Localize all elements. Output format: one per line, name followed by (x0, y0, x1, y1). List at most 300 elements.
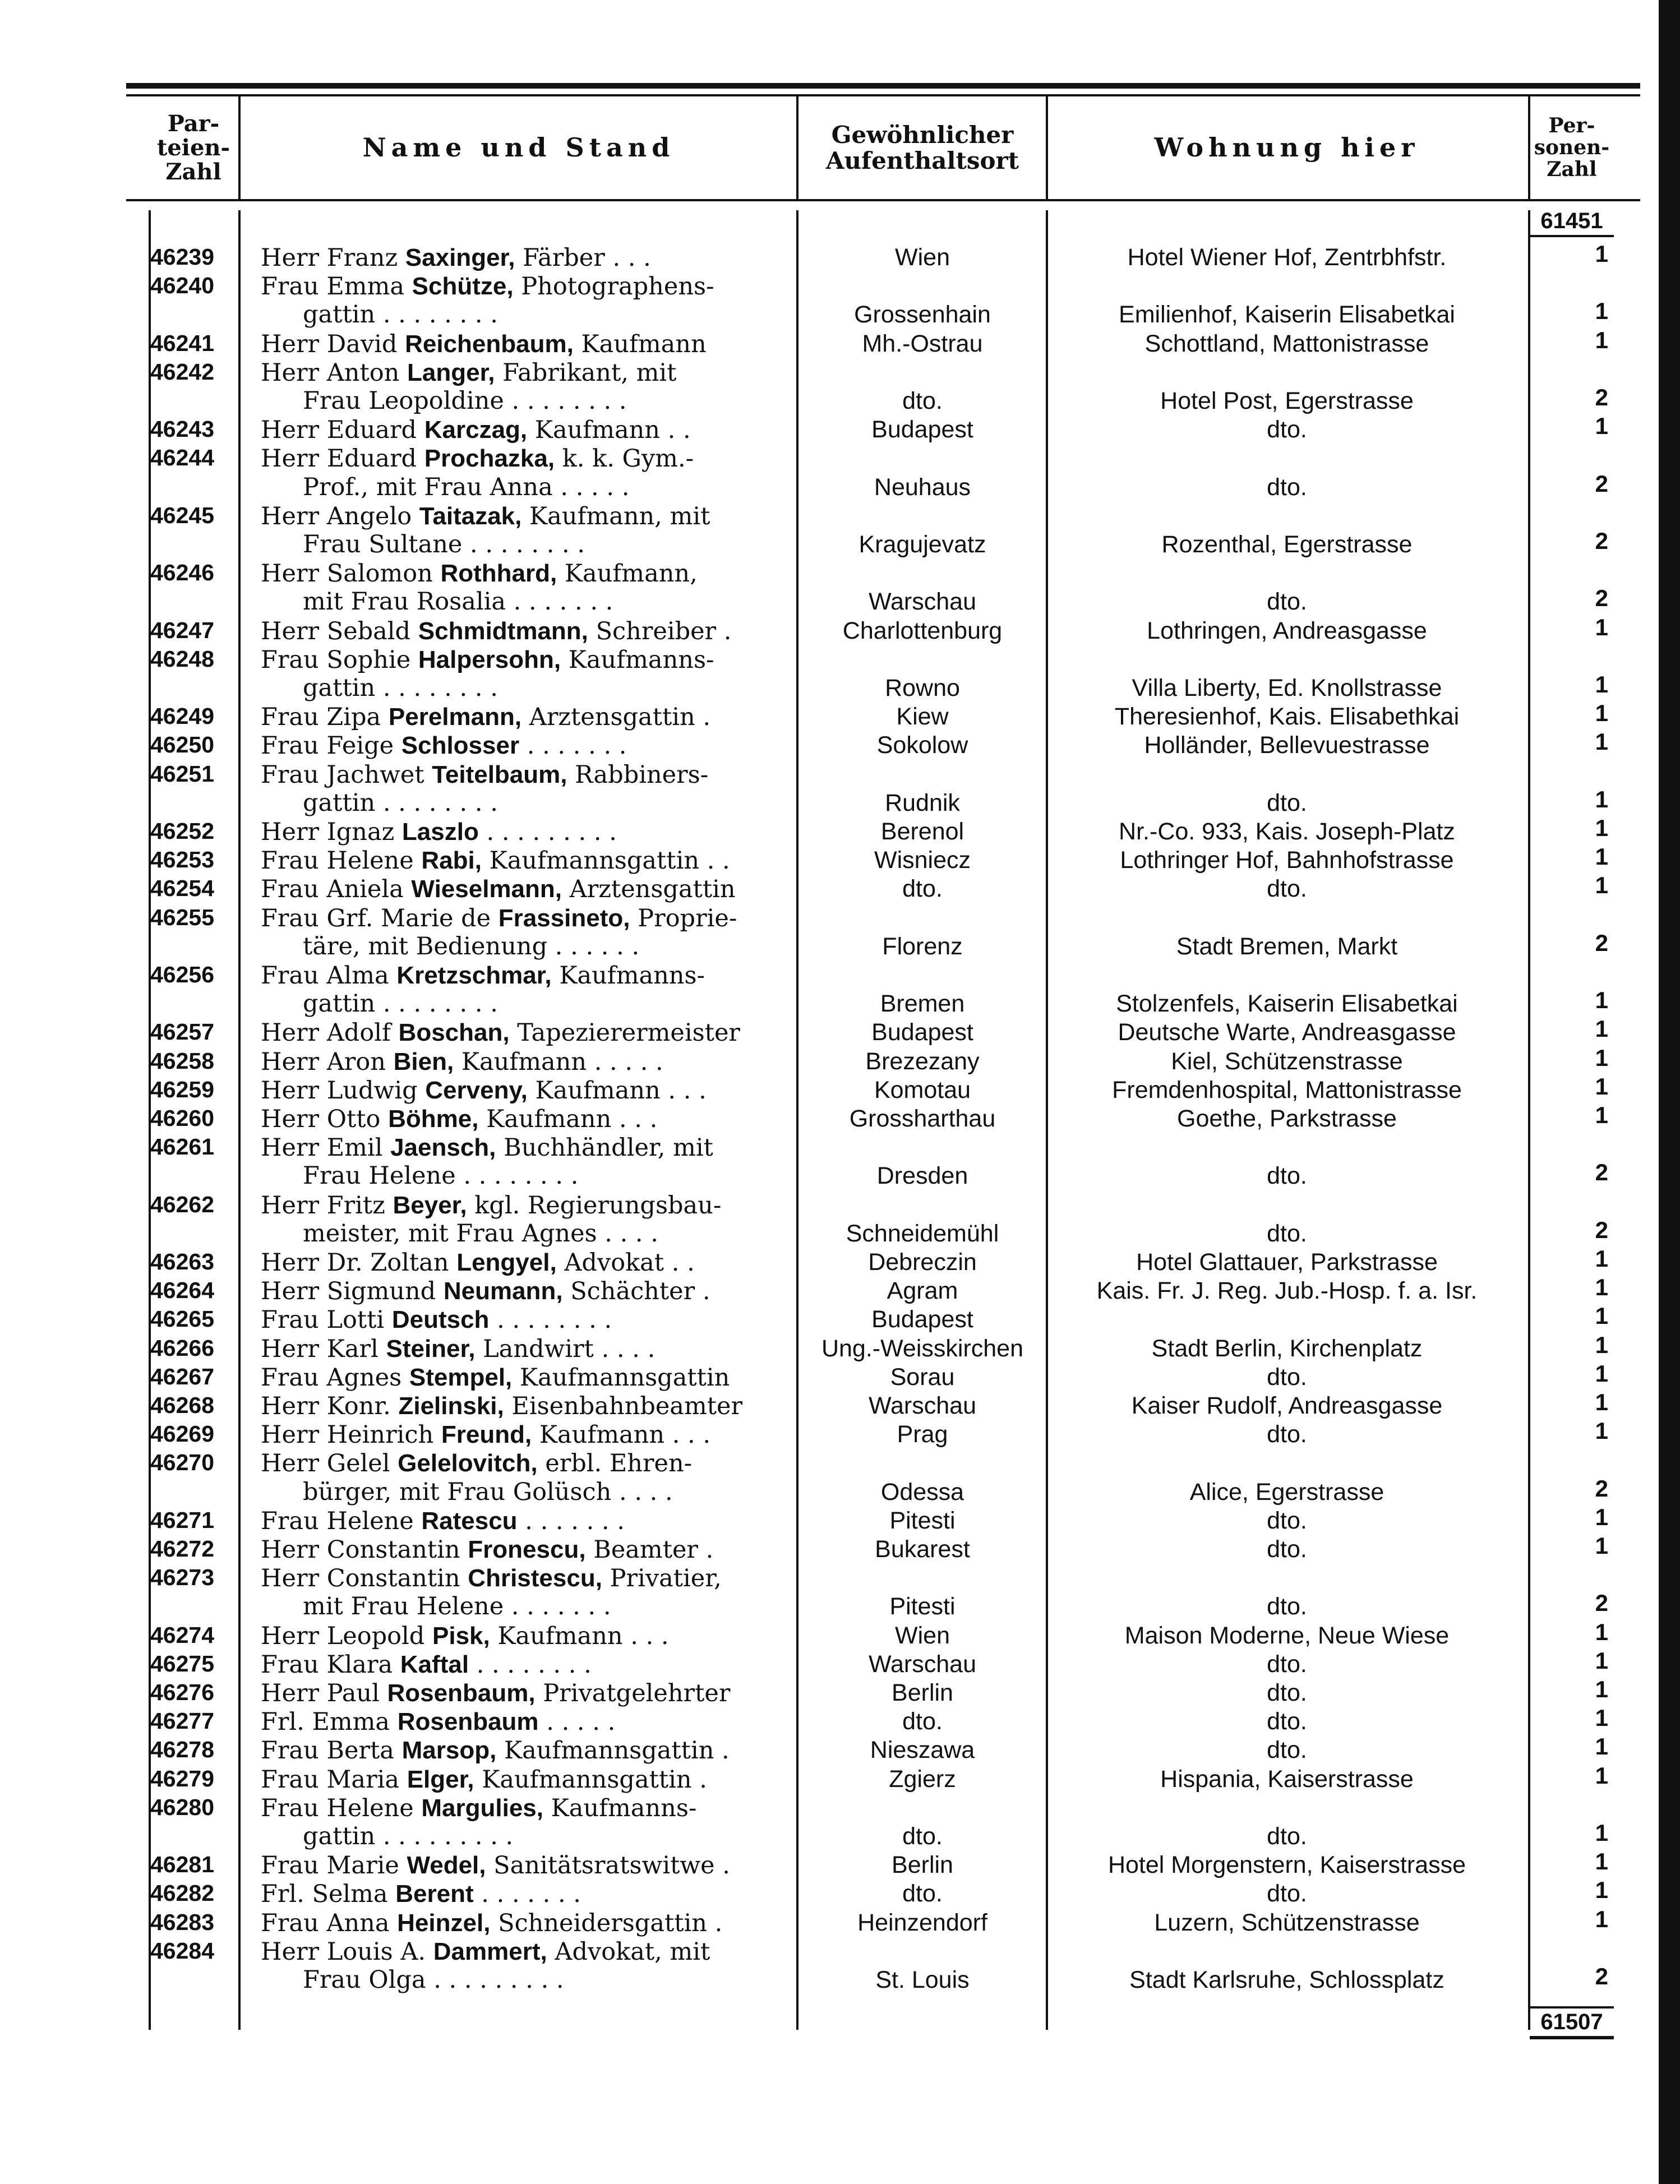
origin: Odessa (880, 1478, 964, 1506)
party-number: 46284 (150, 1937, 215, 1964)
name-title: Frau (261, 1851, 319, 1880)
name-title: Herr (261, 1105, 320, 1133)
first-name: Salomon (326, 560, 433, 588)
person-name (261, 1681, 730, 1706)
first-name: Heinrich (326, 1421, 434, 1449)
origin: dto. (902, 1708, 943, 1735)
occupation: Färber . . . (515, 244, 651, 272)
party-number: 46267 (150, 1363, 215, 1389)
first-name: Ignaz (326, 818, 395, 846)
header-residence (1049, 96, 1525, 199)
surname: Beyer, (393, 1191, 467, 1219)
person-count: 1 (1595, 1848, 1608, 1875)
party-number: 46246 (150, 560, 215, 586)
person-count: 1 (1595, 613, 1608, 640)
person-count: 2 (1595, 1590, 1608, 1617)
first-name: Emil (326, 1134, 383, 1162)
header-residence-label: Wohnung hier (1154, 132, 1420, 163)
first-name: Sophie (326, 645, 411, 674)
header-origin (799, 96, 1046, 199)
residence: Stadt Karlsruhe, Schlossplatz (1129, 1966, 1444, 1993)
origin: Nieszawa (870, 1737, 975, 1764)
first-name: Feige (326, 732, 394, 760)
name-title: Frau (261, 904, 319, 932)
person-name (261, 1021, 740, 1045)
occupation: Photographens- (513, 273, 714, 301)
party-number: 46279 (150, 1765, 215, 1791)
origin: Charlottenburg (842, 617, 1003, 644)
occupation: Kaufmann, mit (521, 502, 710, 530)
occupation: Kaufmann, (557, 560, 698, 588)
first-name: Dr. Zoltan (326, 1249, 449, 1277)
origin: Prag (897, 1421, 948, 1448)
residence: dto. (1267, 1593, 1307, 1620)
person-count: 1 (1595, 786, 1608, 812)
party-number: 46280 (150, 1794, 215, 1820)
name-title: Herr (261, 502, 320, 530)
person-count: 1 (1595, 1102, 1608, 1128)
name-title: Herr (261, 1421, 320, 1449)
first-name: Helene (326, 847, 414, 875)
person-count: 2 (1595, 1475, 1608, 1502)
residence: Holländer, Bellevuestrasse (1144, 732, 1430, 759)
name-continuation: meister, mit Frau Agnes . . . . (303, 1219, 658, 1248)
first-name: Sigmund (326, 1277, 436, 1306)
residence: dto. (1267, 1679, 1307, 1706)
person-name (261, 1047, 663, 1076)
occupation: . . . . . (538, 1708, 616, 1737)
residence: Hotel Glattauer, Parkstrasse (1136, 1249, 1438, 1276)
name-continuation: Prof., mit Frau Anna . . . . . (303, 473, 630, 501)
residence: Emilienhof, Kaiserin Elisabetkai (1119, 301, 1455, 329)
surname: Heinzel, (397, 1909, 491, 1937)
surname: Perelmann, (388, 703, 522, 731)
person-name (261, 1767, 707, 1792)
first-name: Marie (326, 1851, 399, 1880)
person-count: 1 (1595, 1647, 1608, 1674)
person-count: 1 (1595, 1877, 1608, 1904)
occupation: Kaufmann (573, 330, 707, 358)
party-number: 46277 (150, 1708, 215, 1734)
name-title: Herr (261, 1249, 320, 1277)
name-title: Herr (261, 818, 320, 846)
occupation: Buchhändler, mit (496, 1134, 713, 1162)
header-name-label: Name und Stand (362, 132, 675, 163)
person-name (261, 358, 677, 387)
person-name (261, 1652, 592, 1677)
origin: Florenz (882, 932, 963, 960)
person-name (261, 1279, 710, 1304)
residence: dto. (1267, 1536, 1307, 1563)
surname: Prochazka, (424, 445, 555, 473)
name-title: Herr (261, 1134, 320, 1162)
header-origin-line: Aufenthaltsort (825, 146, 1019, 174)
person-count: 2 (1595, 528, 1608, 554)
person-name (261, 1880, 581, 1909)
residence: dto. (1267, 416, 1307, 444)
person-name (261, 1193, 721, 1218)
party-number: 46255 (150, 904, 215, 930)
header-origin-line: Gewöhnlicher (831, 121, 1014, 149)
surname: Gelelovitch, (398, 1449, 538, 1477)
origin: Zgierz (889, 1765, 956, 1793)
first-name: Eduard (326, 445, 417, 473)
person-name (261, 1250, 695, 1275)
residence: Maison Moderne, Neue Wiese (1124, 1622, 1450, 1649)
party-number: 46276 (150, 1679, 215, 1705)
surname: Kretzschmar, (396, 962, 552, 989)
person-count: 1 (1595, 1905, 1608, 1932)
person-count: 1 (1595, 671, 1608, 698)
person-count: 1 (1595, 1331, 1608, 1358)
party-number: 46272 (150, 1536, 215, 1562)
first-name: Aniela (326, 875, 404, 904)
surname: Schmidtmann, (418, 617, 588, 645)
party-number: 46239 (150, 244, 215, 270)
first-name: Leopold (326, 1622, 425, 1650)
name-continuation: gattin . . . . . . . . (303, 990, 498, 1018)
name-title: Herr (261, 617, 320, 645)
person-name (261, 645, 714, 674)
name-title: Herr (261, 1277, 320, 1306)
person-name (261, 1537, 713, 1562)
party-number: 46271 (150, 1507, 215, 1533)
name-title: Herr (261, 560, 320, 588)
party-number: 46251 (150, 760, 215, 787)
name-title: Frau (261, 760, 319, 789)
column-divider (238, 210, 241, 2030)
name-title: Herr (261, 1191, 320, 1220)
origin: Dresden (876, 1162, 968, 1190)
person-count: 1 (1595, 1705, 1608, 1731)
name-title: Herr (261, 358, 320, 387)
person-count: 1 (1595, 987, 1608, 1014)
residence: dto. (1267, 1421, 1307, 1448)
occupation: Arztensgattin (562, 875, 736, 904)
origin: Wisniecz (874, 847, 971, 874)
origin: Sokolow (876, 732, 968, 759)
surname: Langer, (407, 358, 495, 386)
person-count: 1 (1595, 843, 1608, 870)
surname: Dammert, (433, 1937, 547, 1965)
header-party-number-line: Par- (167, 110, 220, 137)
surname: Wieselmann, (411, 875, 562, 903)
origin: Bremen (880, 990, 965, 1018)
name-title: Frl. (261, 1708, 304, 1737)
person-name (261, 1796, 696, 1821)
party-number: 46270 (150, 1449, 215, 1476)
occupation: . . . . . . . . (489, 1306, 612, 1335)
party-number: 46274 (150, 1622, 215, 1648)
header-divider (238, 96, 241, 199)
person-count: 1 (1595, 700, 1608, 727)
person-name (261, 561, 698, 586)
name-title: Herr (261, 1019, 320, 1047)
surname: Ratescu (421, 1507, 518, 1535)
origin: Brezezany (865, 1047, 980, 1075)
person-name (261, 1078, 707, 1103)
first-name: Constantin (326, 1564, 460, 1593)
running-total: 61507 (1530, 2006, 1614, 2039)
name-continuation: Frau Leopoldine . . . . . . . . (303, 387, 627, 415)
person-name (261, 820, 617, 844)
residence: dto. (1267, 1737, 1307, 1764)
person-name (261, 1624, 669, 1649)
surname: Laszlo (401, 818, 479, 846)
first-name: Aron (326, 1047, 386, 1076)
name-title: Frau (261, 1507, 319, 1535)
header-divider (796, 96, 799, 199)
person-name (261, 1451, 692, 1476)
occupation: Sanitätsratswitwe . (486, 1851, 730, 1880)
origin: Pitesti (889, 1507, 956, 1534)
surname: Rosenbaum (397, 1708, 539, 1736)
residence: dto. (1267, 1880, 1307, 1908)
person-count: 1 (1595, 1073, 1608, 1100)
person-name (261, 1135, 713, 1160)
surname: Pisk, (432, 1622, 490, 1650)
party-number: 46258 (150, 1047, 215, 1074)
name-continuation: gattin . . . . . . . . (303, 674, 498, 702)
residence: dto. (1267, 789, 1307, 816)
person-name (261, 877, 736, 902)
first-name: Grf. Marie de (326, 904, 491, 932)
person-name (261, 1911, 722, 1936)
origin: Kiew (896, 703, 949, 731)
first-name: Alma (326, 962, 389, 990)
name-title: Frau (261, 1765, 319, 1794)
name-title: Herr (261, 1392, 320, 1420)
name-title: Frau (261, 1909, 319, 1937)
column-divider (796, 210, 799, 2030)
origin: dto. (902, 387, 943, 414)
person-count: 2 (1595, 929, 1608, 956)
person-count: 1 (1595, 1389, 1608, 1415)
occupation: . . . . . . . (519, 732, 627, 760)
person-count: 2 (1595, 470, 1608, 497)
occupation: Kaufmanns- (561, 645, 714, 674)
person-count: 1 (1595, 1044, 1608, 1071)
first-name: Konr. (326, 1392, 391, 1420)
first-name: Anton (326, 358, 400, 387)
person-count: 2 (1595, 1963, 1608, 1989)
party-number: 46240 (150, 273, 215, 299)
origin: Wien (895, 1622, 950, 1649)
first-name: Karl (326, 1335, 379, 1363)
occupation: Proprie- (630, 904, 737, 932)
name-title: Frau (261, 273, 319, 301)
residence: Stadt Berlin, Kirchenplatz (1151, 1335, 1423, 1362)
origin: Schneidemühl (846, 1220, 999, 1247)
surname: Reichenbaum, (405, 330, 574, 358)
origin: Berlin (892, 1679, 953, 1706)
residence: Luzern, Schützenstrasse (1154, 1909, 1420, 1936)
occupation: Kaufmann . . . (490, 1622, 669, 1650)
party-number: 46268 (150, 1392, 215, 1418)
residence: Hotel Wiener Hof, Zentrbhfstr. (1127, 244, 1447, 271)
top-thick-rule (126, 83, 1640, 89)
residence: Rozenthal, Egerstrasse (1161, 531, 1413, 558)
party-number: 46282 (150, 1880, 215, 1906)
first-name: Ludwig (326, 1076, 418, 1105)
residence: Stadt Bremen, Markt (1176, 932, 1398, 960)
person-count: 1 (1595, 815, 1608, 841)
residence: Lothringen, Andreasgasse (1147, 617, 1427, 644)
person-count: 1 (1595, 413, 1608, 440)
occupation: . . . . . . . (473, 1880, 581, 1909)
name-title: Herr (261, 1536, 320, 1564)
first-name: Emma (326, 273, 404, 301)
person-count: 1 (1595, 1733, 1608, 1760)
residence: Hotel Morgenstern, Kaiserstrasse (1107, 1851, 1466, 1879)
origin: Warschau (869, 1392, 976, 1419)
first-name: Adolf (326, 1019, 391, 1047)
party-number: 46283 (150, 1909, 215, 1935)
first-name: Helene (326, 1507, 414, 1535)
first-name: Zipa (326, 703, 381, 732)
name-title: Herr (261, 330, 320, 358)
name-title: Frau (261, 1794, 319, 1822)
party-number: 46273 (150, 1564, 215, 1591)
surname: Wedel, (407, 1851, 486, 1880)
name-continuation: Frau Helene . . . . . . . . (303, 1162, 579, 1190)
party-number: 46278 (150, 1737, 215, 1763)
surname: Rosenbaum, (387, 1679, 536, 1707)
column-divider (1046, 210, 1048, 2030)
residence: Alice, Egerstrasse (1189, 1478, 1384, 1506)
party-number: 46254 (150, 875, 215, 902)
occupation: Arztensgattin . (521, 703, 711, 732)
residence: Kaiser Rudolf, Andreasgasse (1131, 1392, 1443, 1419)
residence: Nr.-Co. 933, Kais. Joseph-Platz (1119, 818, 1455, 845)
origin: Budapest (871, 1306, 973, 1333)
party-number: 46248 (150, 645, 215, 672)
header-name (241, 96, 796, 199)
occupation: . . . . . . . . (469, 1650, 592, 1679)
origin: dto. (902, 1880, 943, 1908)
residence: Kiel, Schützenstrasse (1171, 1047, 1403, 1075)
person-count: 1 (1595, 1820, 1608, 1846)
surname: Böhme, (388, 1105, 479, 1133)
origin: Grossharthau (849, 1105, 996, 1132)
name-title: Frau (261, 703, 319, 732)
occupation: Kaufmann . . . (478, 1105, 658, 1133)
first-name: Maria (326, 1765, 400, 1794)
residence: Villa Liberty, Ed. Knollstrasse (1132, 675, 1442, 701)
occupation: Fabrikant, mit (495, 358, 677, 387)
first-name: Eduard (326, 416, 417, 445)
residence: dto. (1267, 1708, 1307, 1735)
occupation: Advokat, mit (547, 1937, 710, 1966)
name-continuation: mit Frau Rosalia . . . . . . . (303, 588, 613, 616)
first-name: Paul (326, 1679, 380, 1707)
party-number: 46281 (150, 1851, 215, 1878)
occupation: Kaufmanns- (543, 1794, 697, 1822)
surname: Neumann, (443, 1277, 563, 1305)
person-name (261, 1738, 730, 1763)
party-number: 46262 (150, 1191, 215, 1217)
origin: Berlin (892, 1851, 953, 1879)
name-title: Herr (261, 1076, 320, 1105)
name-continuation: Frau Olga . . . . . . . . . (303, 1966, 564, 1994)
header-party-number (149, 96, 238, 199)
first-name: David (326, 330, 398, 358)
person-name (261, 963, 705, 988)
residence: dto. (1267, 875, 1307, 903)
header-persons-line: Per- (1548, 114, 1595, 138)
person-count: 1 (1595, 1360, 1608, 1387)
residence: dto. (1267, 588, 1307, 616)
origin: Debreczin (868, 1249, 977, 1276)
name-title: Herr (261, 244, 320, 272)
residence: Hispania, Kaiserstrasse (1160, 1765, 1414, 1793)
origin: dto. (902, 875, 943, 903)
party-number: 46260 (150, 1105, 215, 1131)
first-name: Louis A. (326, 1937, 426, 1966)
name-continuation: bürger, mit Frau Golüsch . . . . (303, 1477, 673, 1506)
page-edge-shadow (1659, 0, 1680, 2184)
surname: Margulies, (421, 1794, 543, 1822)
surname: Schütze, (412, 273, 514, 301)
surname: Teitelbaum, (432, 760, 567, 788)
name-title: Frau (261, 1363, 319, 1392)
surname: Lengyel, (456, 1249, 557, 1276)
first-name: Helene (326, 1794, 414, 1822)
occupation: Privatier, (602, 1564, 722, 1593)
surname: Christescu, (468, 1564, 602, 1592)
person-name (261, 619, 731, 644)
name-title: Frau (261, 645, 319, 674)
name-continuation: gattin . . . . . . . . . (303, 1822, 514, 1850)
origin: Wien (895, 244, 950, 271)
origin: Rudnik (885, 789, 960, 816)
person-name (261, 1394, 742, 1419)
origin: Warschau (869, 588, 976, 616)
first-name: Angelo (326, 502, 412, 530)
occupation: Advokat . . (556, 1249, 695, 1277)
header-party-number-line: teien- (156, 134, 230, 161)
party-number: 46259 (150, 1076, 215, 1102)
residence: Theresienhof, Kais. Elisabethkai (1114, 703, 1460, 731)
person-name (261, 1306, 612, 1335)
residence: Lothringer Hof, Bahnhofstrasse (1120, 847, 1454, 874)
surname: Marsop, (401, 1737, 497, 1765)
surname: Berent (395, 1880, 474, 1908)
person-name (261, 703, 711, 732)
first-name: Lotti (326, 1306, 385, 1335)
origin: Grossenhain (854, 301, 991, 329)
party-number: 46261 (150, 1134, 215, 1160)
person-name (261, 504, 710, 529)
person-count: 1 (1595, 1303, 1608, 1329)
surname: Elger, (407, 1765, 474, 1793)
first-name: Selma (312, 1880, 388, 1909)
residence: dto. (1267, 1220, 1307, 1247)
occupation: Beamter . (585, 1536, 714, 1564)
occupation: Privatgelehrter (535, 1679, 731, 1707)
name-title: Frau (261, 847, 319, 875)
name-title: Frau (261, 1737, 319, 1765)
surname: Halpersohn, (418, 645, 561, 673)
first-name: Fritz (326, 1191, 385, 1220)
residence: dto. (1267, 1650, 1307, 1678)
first-name: Otto (326, 1105, 381, 1133)
first-name: Franz (326, 244, 398, 272)
name-continuation: gattin . . . . . . . . (303, 301, 498, 329)
name-title: Frau (261, 962, 319, 990)
name-continuation: mit Frau Helene . . . . . . . (303, 1592, 611, 1621)
name-continuation: täre, mit Bedienung . . . . . . (303, 932, 640, 961)
